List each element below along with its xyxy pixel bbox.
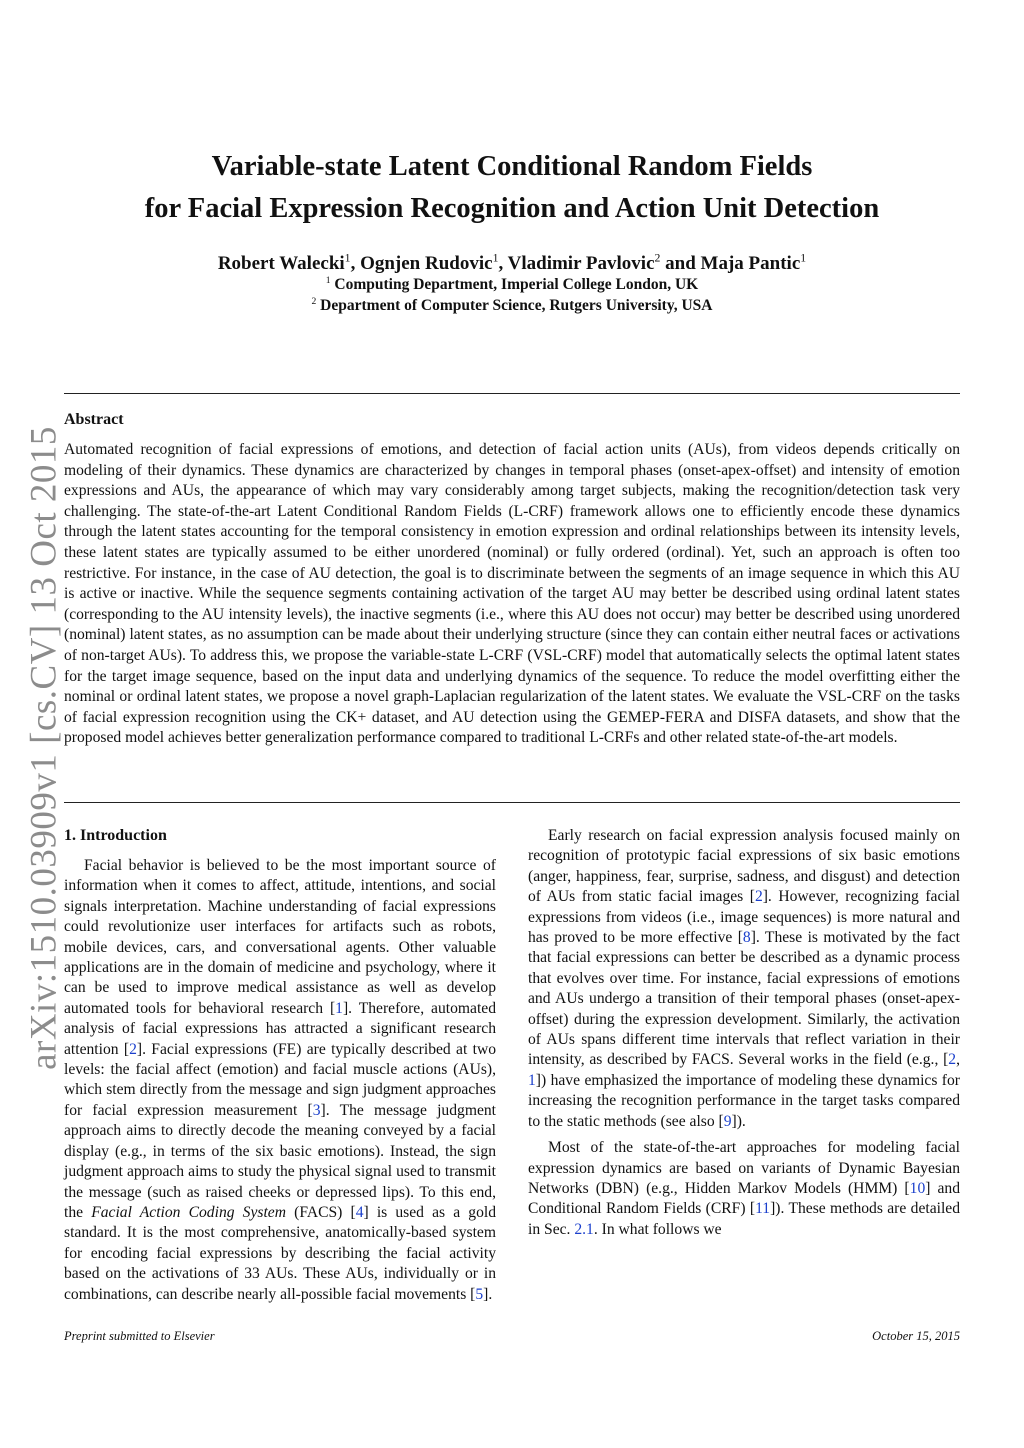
abstract-heading: Abstract [64,411,124,428]
affiliation-1 [0,275,1024,295]
citation-link[interactable]: 1 [335,999,343,1017]
author-name: Maja Pantic [700,253,801,274]
citation-link[interactable]: 3 [312,1101,321,1119]
paragraph-text: ]. However, recognizing facial expressions from videos (i.e., image sequences) is more natural and has proved to be more effective [ [528,888,960,947]
intro-paragraph-3 [528,1138,960,1240]
citation-link[interactable]: 1 [528,1071,536,1089]
author-separator: , [498,253,508,274]
footer-preprint-note: Preprint submitted to Elsevier [64,1329,215,1343]
author-name: Vladimir Pavlovic [507,253,655,274]
paragraph-text: ]. [483,1285,493,1303]
citation-link[interactable]: 2 [948,1051,957,1069]
affiliation-text: Department of Computer Science, Rutgers University, USA [320,297,713,314]
abstract-bottom-rule [64,802,960,803]
intro-paragraph-2 [528,826,960,1132]
citation-link[interactable]: 5 [475,1285,484,1303]
author-separator: , [350,253,361,274]
paragraph-text: (FACS) [ [285,1203,356,1221]
paragraph-text: Early research on facial expression analysis focused mainly on recognition of prototypic facial expressions of six basic emotions (anger, happiness, fear, surprise, sadness, and disgust) and detection of AUs from static facial images [ [528,827,960,906]
paragraph-text: , [956,1051,960,1069]
arxiv-identifier: arXiv:1510.03909v1 [cs.CV] 13 Oct 2015 [23,426,65,1070]
paragraph-text: ]) have emphasized the importance of modeling these dynamics for increasing the recognition performance in the target tasks compared to the static methods (see also [ [528,1071,960,1130]
citation-link[interactable]: 11 [755,1200,771,1218]
author-affiliation-mark: 1 [344,251,351,265]
affiliation-2 [0,296,1024,316]
paragraph-text: ] and Conditional Random Fields (CRF) [ [528,1179,961,1218]
author-affiliation-mark: 1 [492,251,499,265]
paragraph-text: ] is used as a gold standard. It is the most comprehensive, anatomically-based system for encoding facial expressions by describing the facial activity based on the activations of 33 AUs. These AUs, individually or in combinations, can describe nearly all-possible facial movements [ [64,1203,497,1303]
section-reference-link[interactable]: 2.1 [574,1220,594,1238]
author-affiliation-mark: 2 [654,251,661,265]
paragraph-text: Facial behavior is believed to be the most important source of information when it comes to affect, attitude, intentions, and social signals interpretation. Machine understanding of facial expressions could revolutionize user interfaces for artifacts such as robots, mobile devices, cars, and conversational agents. Other valuable applications are in the domain of medicine and psychology, where it can be used to improve medical assistance as well as develop automated tools for behavioral research [ [64,857,496,1017]
left-column [64,826,496,1305]
title-line-1: Variable-state Latent Conditional Random Fields [211,151,813,182]
section-heading-introduction: 1. Introduction [64,827,167,844]
paragraph-text: ]. These is motivated by the fact that facial expressions can better be described as a dynamic process that evolves over time. For instance, facial expressions of emotions and AUs undergo a transition of their temporal phases (onset-apex-offset) during the expression development. Similarly, the activation of AUs spans different time intervals that reflect variation in their intensity, as described by FACS. Several works in the field (e.g., [ [528,929,960,1069]
citation-link[interactable]: 10 [909,1179,926,1197]
citation-link[interactable]: 4 [355,1203,364,1221]
author-name: Robert Walecki [217,253,345,274]
affiliation-mark: 1 [325,274,331,286]
citation-link[interactable]: 2 [754,888,763,906]
title-line-2: for Facial Expression Recognition and Action Unit Detection [144,193,880,224]
abstract-top-rule [64,393,960,394]
affiliation-text: Computing Department, Imperial College London, UK [334,276,699,293]
paragraph-text: ]. Facial expressions (FE) are typically described at two levels: the facial affect (emotion) and facial muscle actions (AUs), which stem directly from the message and sign judgment approaches for facial expression measurement [ [64,1040,497,1119]
paragraph-text: . In what follows we [593,1220,722,1238]
facs-term: Facial Action Coding System [91,1203,286,1221]
paragraph-text: ]. The message judgment approach aims to directly decode the meaning conveyed by a facial display (e.g., in terms of the six basic emotions). Instead, the sign judgment approach aims to study the physical signal used to transmit the message (such as raised cheeks or depressed lips). To this end, the [64,1101,496,1221]
citation-link[interactable]: 8 [742,929,751,947]
paragraph-text: Most of the state-of-the-art approaches for modeling facial expression dynamics are based on variants of Dynamic Bayesian Networks (DBN) (e.g., Hidden Markov Models (HMM) [ [528,1139,960,1197]
abstract-text: Automated recognition of facial expressions of emotions, and detection of facial action units (AUs), from videos depends critically on modeling of their dynamics. These dynamics are characterized by changes in temporal phases (onset-apex-offset) and intensity of emotion expressions and AUs, the appearance of which may vary considerably among target subjects, making the recognition/detection task very challenging. The state-of-the-art Latent Conditional Random Fields (L-CRF) framework allows one to efficiently encode these dynamics through the latent states accounting for the temporal consistency in emotion expression and ordinal relationships between its intensity levels, these latent states are typically assumed to be either unordered (nominal) or fully ordered (ordinal). Yet, such an approach is often too restrictive. For instance, in the case of AU detection, the goal is to discriminate between the segments of an image sequence in which this AU is active or inactive. While the sequence segments containing activation of the target AU may better be described using ordinal latent states (corresponding to the AU intensity levels), the inactive segments (i.e., where this AU does not occur) may better be described using unordered (nominal) latent states, as no assumption can be made about their underlying structure (since they can contain either neutral faces or activations of non-target AUs). To address this, we propose the variable-state L-CRF (VSL-CRF) model that automatically selects the optimal latent states for the target image sequence, based on the input data and underlying dynamics of the sequence. To reduce the model overfitting either the nominal or ordinal latent states, we propose a novel graph-Laplacian regularization of the latent states. We evaluate the VSL-CRF on the tasks of facial expression recognition using the CK+ dataset, and AU detection using the GEMEP-FERA and DISFA datasets, and show that the proposed model achieves better generalization performance compared to traditional L-CRFs and other related state-of-the-art models. [64,441,960,747]
paragraph-text: ]). [731,1112,746,1130]
paragraph-text: ]). These methods are detailed in Sec. [528,1200,961,1238]
paper-title [0,146,1024,230]
paragraph-text: ]. Therefore, automated analysis of facial expressions has attracted a significant research attention [ [64,999,496,1058]
affiliation-mark: 2 [311,295,317,307]
author-list [0,252,1024,276]
author-separator: and [660,253,701,274]
author-affiliation-mark: 1 [800,251,807,265]
intro-paragraph-1 [64,856,496,1305]
citation-link[interactable]: 9 [723,1112,732,1130]
right-column [528,826,960,1240]
footer-date: October 15, 2015 [872,1329,960,1343]
author-name: Ognjen Rudovic [360,253,493,274]
citation-link[interactable]: 2 [129,1040,137,1058]
